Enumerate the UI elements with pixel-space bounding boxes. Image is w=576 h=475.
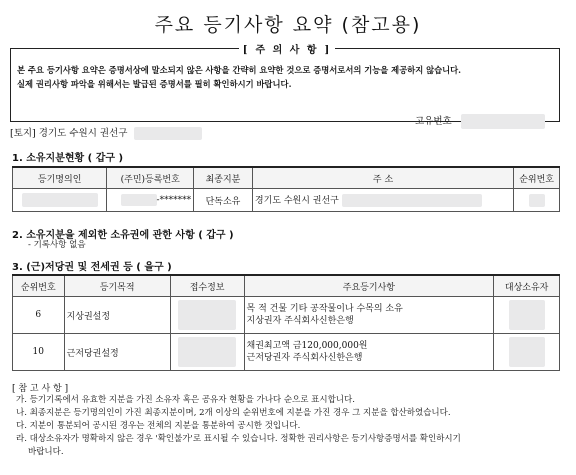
- reference-item: 라. 대상소유자가 명확하지 않은 경우 '확인불가'로 표시될 수 있습니다. 정확한 권리사항은 등기사항증명서를 확인하시기: [16, 434, 461, 444]
- cell-target-owner: [494, 334, 560, 371]
- reference-item: 가. 등기기록에서 유효한 지분을 가진 소유자 혹은 공유자 현황을 가나다 순으로 표시합니다.: [16, 395, 355, 405]
- main-item-line-2: 지상권자 주식회사신한은행: [246, 316, 354, 326]
- cell-address: [252, 189, 513, 212]
- cell-purpose: 근저당권설정: [64, 334, 170, 371]
- mortgage-table: [12, 274, 560, 371]
- main-item-line-2: 근저당권자 주식회사신한은행: [246, 353, 363, 363]
- redacted-address-detail: [342, 194, 482, 207]
- col-receipt: 접수정보: [170, 275, 244, 297]
- cell-reg-no: [107, 189, 194, 212]
- cell-rank: [514, 189, 560, 212]
- notice-line-1: 본 주요 등기사항 요약은 증명서상에 말소되지 않은 사항을 간략히 요약한 것으로 증명서로서의 기능을 제공하지 않습니다.: [17, 65, 462, 75]
- col-owner-name: 등기명의인: [13, 167, 107, 189]
- cell-target-owner: [494, 297, 560, 334]
- notice-box: [10, 45, 560, 122]
- reference-heading: [ 참 고 사 항 ]: [12, 384, 69, 394]
- document-title: 주요 등기사항 요약 (참고용): [154, 14, 422, 36]
- redacted-receipt: [178, 337, 236, 367]
- cell-rank: 10: [13, 334, 65, 371]
- table-header-row: [13, 167, 560, 189]
- address-value: 경기도 수원시 권선구: [254, 196, 339, 206]
- gov-id-label: 고유번호: [415, 116, 452, 127]
- notice-line-2: 실제 권리사항 파악을 위해서는 발급된 증명서를 필히 확인하시기 바랍니다.: [17, 79, 292, 89]
- table-row: [13, 189, 560, 212]
- section1-title: 1. 소유지분현황 ( 갑구 ): [12, 153, 124, 164]
- cell-share: 단독소유: [194, 189, 253, 212]
- col-reg-no: (주민)등록번호: [107, 167, 194, 189]
- cell-rank: 6: [13, 297, 65, 334]
- redacted-rank: [529, 194, 545, 207]
- redacted-owner-name: [22, 193, 98, 207]
- reference-item: 나. 최종지분은 등기명의인이 가진 최종지분이며, 2개 이상의 순위번호에 지분을 가진 경우 그 지분을 합산하였습니다.: [16, 408, 451, 418]
- notice-heading: [ 주 의 사 항 ]: [239, 41, 335, 56]
- reference-item-continued: 바랍니다.: [28, 447, 64, 457]
- notice-body: [17, 63, 553, 91]
- redacted-receipt: [178, 300, 236, 330]
- redacted-gov-id: [461, 114, 545, 129]
- col-rank: 순위번호: [13, 275, 65, 297]
- gov-id: [415, 113, 545, 129]
- cell-main-items: [244, 334, 494, 371]
- main-item-line-1: 목 적 건물 기타 공작물이나 수목의 소유: [246, 304, 403, 314]
- cell-receipt: [170, 297, 244, 334]
- redacted-target-owner: [509, 337, 545, 367]
- cell-owner-name: [13, 189, 107, 212]
- col-address: 주 소: [252, 167, 513, 189]
- reference-list: [16, 394, 564, 459]
- land-address-label: [토지] 경기도 수원시 권선구: [10, 128, 128, 139]
- reference-item: 다. 지분이 통분되어 공시된 경우는 전체의 지분을 통분하여 공시한 것입니다.: [16, 421, 301, 431]
- col-target-owner: 대상소유자: [494, 275, 560, 297]
- reg-no-value: -*******: [156, 195, 192, 206]
- col-rank: 순위번호: [514, 167, 560, 189]
- col-main-items: 주요등기사항: [244, 275, 494, 297]
- land-address: [10, 125, 202, 140]
- cell-receipt: [170, 334, 244, 371]
- table-row: [13, 297, 560, 334]
- redacted-land-detail: [134, 127, 202, 140]
- section2-note: - 기록사항 없음: [28, 240, 86, 250]
- redacted-target-owner: [509, 300, 545, 330]
- col-purpose: 등기목적: [64, 275, 170, 297]
- section3-title: 3. (근)저당권 및 전세권 등 ( 을구 ): [12, 262, 172, 273]
- redacted-reg-no: [121, 194, 157, 206]
- main-item-line-1: 채권최고액 금120,000,000원: [246, 341, 368, 351]
- table-header-row: [13, 275, 560, 297]
- col-share: 최종지분: [194, 167, 253, 189]
- ownership-table: [12, 166, 560, 212]
- table-row: [13, 334, 560, 371]
- cell-main-items: [244, 297, 494, 334]
- cell-purpose: 지상권설정: [64, 297, 170, 334]
- section2-title: 2. 소유지분을 제외한 소유권에 관한 사항 ( 갑구 ): [12, 230, 234, 241]
